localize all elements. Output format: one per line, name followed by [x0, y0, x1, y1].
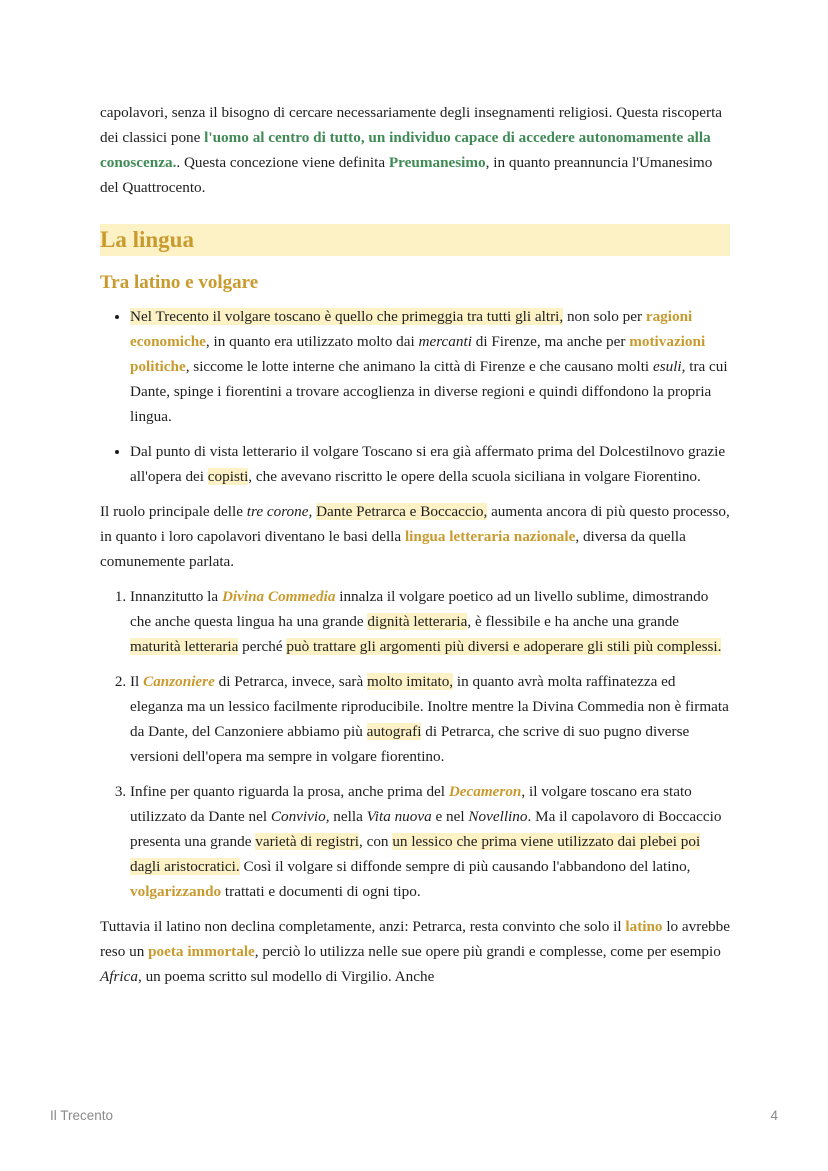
text: innalza il volgare poetico ad un livello sublime, dimostrando che anche questa lingua ha una grande: [130, 588, 709, 630]
work-title: Canzoniere: [143, 673, 215, 690]
text: Il ruolo principale delle: [100, 503, 247, 520]
key-term: latino: [625, 918, 663, 935]
text: Dal punto di vista letterario il volgare Toscano si era già affermato prima del Dolcestilnovo grazie all'opera dei: [130, 443, 726, 485]
text: e nel: [431, 808, 469, 825]
text: Il: [130, 673, 144, 690]
page-number: 4: [770, 1108, 778, 1123]
italic-term: Africa: [100, 968, 138, 985]
key-term: ragioni economiche: [130, 308, 693, 350]
highlighted-text: molto imitato,: [367, 673, 454, 690]
list-item: [130, 439, 730, 489]
text: di Petrarca, che scrive di suo pugno diverse versioni dell'opera ma sempre in volgare fiorentino.: [130, 723, 690, 765]
list-item: [130, 304, 730, 429]
italic-term: Novellino: [468, 808, 528, 825]
highlight-term: l'uomo al centro di tutto, un individuo capace di accedere autonomamente alla conoscenza: [100, 129, 711, 171]
italic-term: Convivio,: [270, 808, 330, 825]
text: , un poema scritto sul modello di Virgilio. Anche: [137, 968, 435, 985]
text: di Firenze, ma anche per: [471, 333, 630, 350]
highlighted-text: Nel Trecento il volgare toscano è quello che primeggia tra tutti gli altri,: [130, 308, 564, 325]
text: , perciò lo utilizza nelle sue opere più grandi e complesse, come per esempio: [254, 943, 721, 960]
list-item: [130, 669, 730, 769]
highlighted-text: maturità letteraria: [130, 638, 239, 655]
text: , tra cui Dante, spinge i fiorentini a trovare accoglienza in diverse regioni e quindi diffondono la propria lingua.: [130, 358, 728, 425]
text: trattati e documenti di ogni tipo.: [221, 883, 421, 900]
highlight-term: Preumanesimo: [388, 154, 486, 171]
text: Innanzitutto la: [130, 588, 222, 605]
work-title: Decameron: [448, 783, 522, 800]
paragraph: [100, 914, 730, 989]
text: , è flessibile e ha anche una grande: [467, 613, 680, 630]
italic-term: mercanti: [418, 333, 472, 350]
text: , in quanto era utilizzato molto dai: [205, 333, 419, 350]
text: . Questa concezione viene definita: [176, 154, 389, 171]
text: , con: [359, 833, 393, 850]
paragraph: [100, 499, 730, 574]
text: nella: [329, 808, 367, 825]
subsection-heading: Tra latino e volgare: [100, 272, 259, 293]
bullet-list: [100, 304, 730, 489]
highlighted-text: un lessico che prima viene utilizzato dai plebei poi dagli aristocratici.: [130, 833, 701, 875]
list-item: [130, 779, 730, 904]
highlighted-text: copisti: [207, 468, 249, 485]
footer-title: Il Trecento: [50, 1108, 114, 1123]
text: . Ma il capolavoro di Boccaccio presenta una grande: [130, 808, 722, 850]
italic-term: Vita nuova: [366, 808, 432, 825]
text: capolavori, senza il bisogno di cercare necessariamente degli insegnamenti religiosi. Questa riscoperta dei classici pone: [100, 104, 723, 146]
numbered-list: [100, 584, 730, 904]
text: , diversa da quella comunemente parlata.: [100, 528, 686, 570]
highlighted-text: Dante Petrarca e Boccaccio,: [316, 503, 488, 520]
highlighted-text: autografi: [366, 723, 422, 740]
text: Così il volgare si diffonde sempre di più causando l'abbandono del latino,: [239, 858, 691, 875]
text: perché: [238, 638, 287, 655]
text: in quanto avrà molta raffinatezza ed eleganza ma un lessico facilmente riproducibile. Inoltre mentre la Divina Commedia non è firmata da Dante, del Canzoniere abbiamo più: [130, 673, 729, 740]
text: di Petrarca, invece, sarà: [214, 673, 368, 690]
key-term: lingua letteraria nazionale: [404, 528, 576, 545]
text: , siccome le lotte interne che animano la città di Firenze e che causano molti: [185, 358, 653, 375]
highlighted-text: dignità letteraria: [367, 613, 468, 630]
italic-term: tre corone,: [246, 503, 313, 520]
text: , il volgare toscano era stato utilizzato da Dante nel: [130, 783, 692, 825]
highlighted-text: può trattare gli argomenti più diversi e adoperare gli stili più complessi.: [286, 638, 722, 655]
text: Tuttavia il latino non declina completamente, anzi: Petrarca, resta convinto che solo il: [100, 918, 626, 935]
key-term: motivazioni politiche: [130, 333, 706, 375]
document-body: [100, 100, 730, 989]
text: lo avrebbe reso un: [100, 918, 730, 960]
text: non solo per: [563, 308, 646, 325]
text: , in quanto preannuncia l'Umanesimo del Quattrocento.: [100, 154, 713, 196]
key-term: volgarizzando: [130, 883, 222, 900]
section-heading: La lingua: [100, 224, 730, 256]
highlighted-text: varietà di registri: [255, 833, 359, 850]
text: .: [172, 154, 177, 171]
text: , che avevano riscritto le opere della scuola siciliana in volgare Fiorentino.: [248, 468, 701, 485]
italic-term: esuli: [652, 358, 682, 375]
key-term: poeta immortale: [148, 943, 255, 960]
intro-paragraph: [100, 100, 730, 200]
text: Infine per quanto riguarda la prosa, anche prima del: [130, 783, 449, 800]
work-title: Divina Commedia: [221, 588, 336, 605]
text: aumenta ancora di più questo processo, in quanto i loro capolavori diventano le basi della: [100, 503, 730, 545]
list-item: [130, 584, 730, 659]
